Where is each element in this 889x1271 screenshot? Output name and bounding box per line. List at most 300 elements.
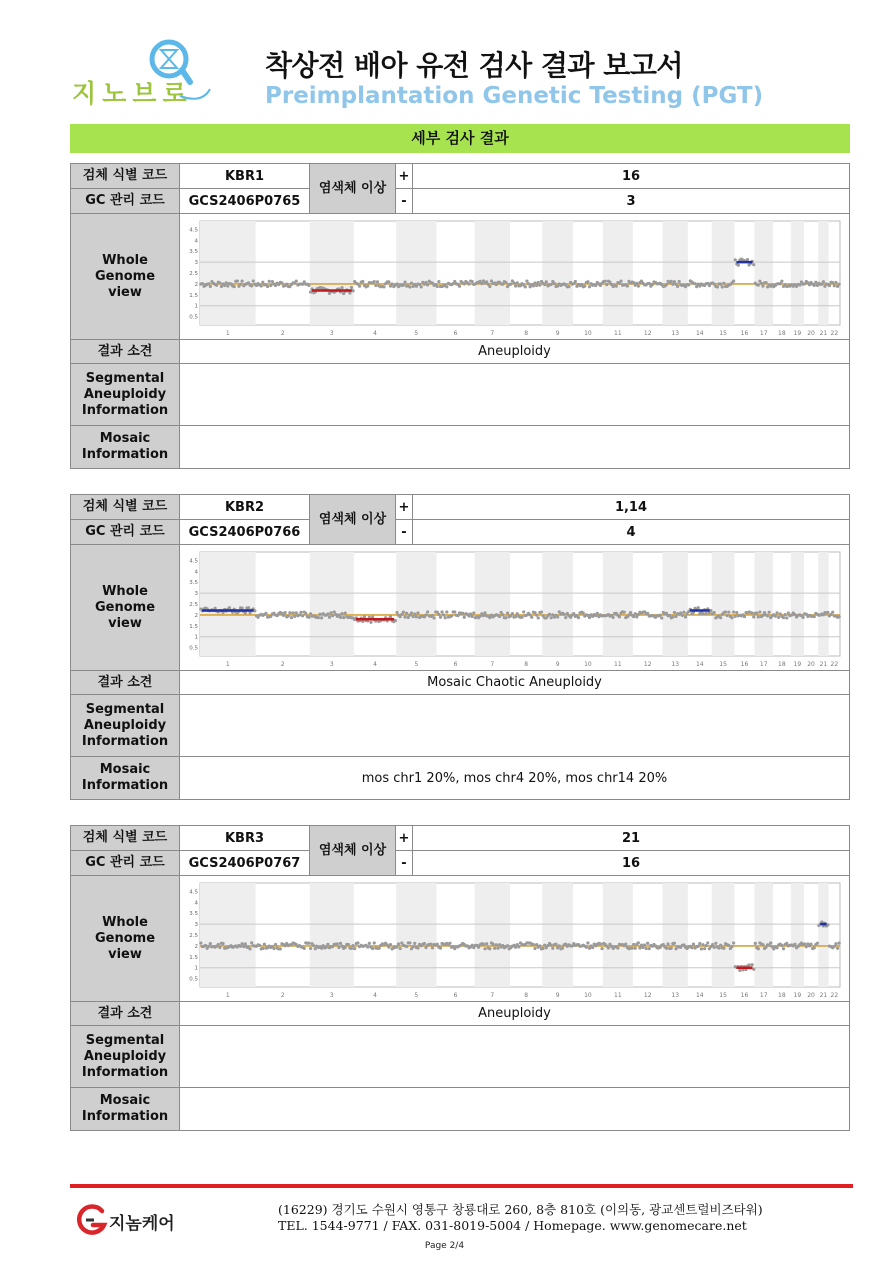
segmental-label: Segmental Aneuploidy Information [71, 364, 180, 426]
plus-sign: + [396, 826, 413, 851]
x-tick-label: 9 [555, 991, 560, 999]
copy-number-point [758, 610, 761, 613]
copy-number-point [775, 611, 778, 614]
x-tick-label: 12 [643, 329, 652, 337]
copy-number-point [350, 946, 353, 949]
copy-number-point [483, 611, 486, 614]
x-tick-label: 17 [759, 329, 768, 337]
gc-code-value: GCS2406P0767 [180, 851, 310, 876]
y-tick-label: 2.5 [189, 270, 198, 277]
copy-number-point [445, 285, 448, 288]
copy-number-point [822, 280, 825, 283]
copy-number-point [670, 946, 673, 949]
sample-id-value: KBR1 [180, 164, 310, 189]
copy-number-point [331, 614, 334, 617]
copy-number-point [735, 611, 738, 614]
copy-number-point [207, 944, 210, 947]
x-tick-label: 1 [225, 329, 230, 337]
copy-number-point [402, 283, 405, 286]
copy-number-point [412, 945, 415, 948]
copy-number-point [564, 615, 567, 618]
y-tick-label: 3.5 [189, 910, 198, 917]
copy-number-point [719, 282, 722, 285]
x-tick-label: 16 [740, 991, 749, 999]
copy-number-point [436, 942, 439, 945]
copy-number-point [586, 941, 589, 944]
chromosome-band [754, 221, 772, 325]
copy-number-point [713, 945, 716, 948]
gc-code-label: GC 관리 코드 [71, 851, 180, 876]
x-tick-label: 12 [643, 991, 652, 999]
chromosome-band [818, 552, 828, 656]
copy-number-point [734, 258, 737, 261]
copy-number-point [290, 615, 293, 618]
copy-number-point [395, 610, 398, 613]
copy-number-point [550, 943, 553, 946]
copy-number-point [676, 284, 679, 287]
copy-number-point [751, 963, 754, 966]
copy-number-point [266, 284, 269, 287]
copy-number-point [726, 613, 729, 616]
copy-number-point [757, 615, 760, 618]
copy-number-point [329, 611, 332, 614]
copy-number-point [561, 946, 564, 949]
copy-number-point [754, 941, 757, 944]
copy-number-point [347, 942, 350, 945]
footer-divider [70, 1184, 853, 1188]
x-tick-label: 9 [555, 660, 560, 668]
sample-id-label: 검체 식별 코드 [71, 164, 180, 189]
y-tick-label: 3 [194, 921, 198, 928]
copy-number-point [516, 612, 519, 615]
gc-code-label: GC 관리 코드 [71, 520, 180, 545]
copy-number-point [423, 941, 426, 944]
copy-number-point [836, 946, 839, 949]
copy-number-point [312, 944, 315, 947]
copy-number-point [831, 610, 834, 613]
logo-text: 지노브로 [72, 79, 193, 108]
copy-number-point [369, 620, 372, 623]
copy-number-point [339, 615, 342, 618]
copy-number-point [585, 945, 588, 948]
copy-number-point [673, 610, 676, 613]
copy-number-point [280, 281, 283, 284]
copy-number-point [645, 946, 648, 949]
chromosome-band [754, 883, 772, 987]
copy-number-point [567, 284, 570, 287]
copy-number-point [687, 283, 690, 286]
x-tick-label: 3 [329, 329, 334, 337]
genome-plot [180, 215, 848, 339]
chromosome-band [791, 883, 804, 987]
copy-number-point [279, 947, 282, 950]
copy-number-point [514, 945, 517, 948]
copy-number-point [307, 615, 310, 618]
copy-number-point [241, 279, 244, 282]
copy-number-point [632, 615, 635, 618]
copy-number-point [612, 615, 615, 618]
x-tick-label: 20 [807, 991, 815, 999]
copy-number-point [426, 283, 429, 286]
copy-number-point [798, 283, 801, 286]
copy-number-point [775, 946, 778, 949]
y-tick-label: 3.5 [189, 248, 198, 255]
copy-number-point [241, 606, 244, 609]
copy-number-point [263, 942, 266, 945]
copy-number-point [498, 614, 501, 617]
copy-number-point [701, 611, 704, 614]
copy-number-point [453, 610, 456, 613]
copy-number-point [244, 942, 247, 945]
copy-number-point [831, 281, 834, 284]
genobro-logo [72, 34, 222, 114]
copy-number-point [747, 963, 750, 966]
copy-number-point [660, 616, 663, 619]
copy-number-point [253, 609, 256, 612]
copy-number-point [351, 944, 354, 947]
copy-number-point [416, 611, 419, 614]
y-tick-label: 0.5 [189, 314, 198, 321]
x-tick-label: 7 [490, 660, 495, 668]
y-tick-label: 1 [194, 965, 198, 972]
copy-number-point [761, 613, 764, 616]
chromosome-band [475, 552, 510, 656]
copy-number-point [618, 615, 621, 618]
copy-number-point [530, 615, 533, 618]
copy-number-point [706, 941, 709, 944]
copy-number-point [651, 282, 654, 285]
x-tick-label: 18 [778, 329, 786, 337]
copy-number-point [738, 968, 741, 971]
copy-number-point [634, 946, 637, 949]
copy-number-point [221, 941, 224, 944]
copy-number-point [785, 616, 788, 619]
loss-chromosomes: 4 [413, 520, 850, 545]
copy-number-point [456, 614, 459, 617]
copy-number-point [574, 279, 577, 282]
copy-number-point [834, 942, 837, 945]
chromosome-band [396, 552, 436, 656]
copy-number-point [828, 283, 831, 286]
x-tick-label: 10 [584, 660, 592, 668]
mosaic-value [180, 426, 850, 469]
copy-number-point [274, 942, 277, 945]
y-tick-label: 2.5 [189, 932, 198, 939]
copy-number-point [250, 284, 253, 287]
x-tick-label: 16 [740, 660, 749, 668]
copy-number-point [782, 615, 785, 618]
copy-number-point [732, 610, 735, 613]
copy-number-point [351, 289, 354, 292]
copy-number-point [228, 606, 231, 609]
copy-number-point [480, 282, 483, 285]
result-value: Aneuploidy [180, 340, 850, 364]
minus-sign: - [396, 851, 413, 876]
copy-number-point [646, 611, 649, 614]
copy-number-point [834, 280, 837, 283]
copy-number-point [550, 616, 553, 619]
copy-number-point [437, 279, 440, 282]
copy-number-point [436, 284, 439, 287]
copy-number-point [440, 610, 443, 613]
copy-number-point [782, 947, 785, 950]
copy-number-point [730, 616, 733, 619]
whole-genome-label: Whole Genome view [71, 214, 180, 340]
copy-number-point [217, 942, 220, 945]
chromosome-band [475, 883, 510, 987]
copy-number-point [732, 941, 735, 944]
copy-number-point [665, 283, 668, 286]
copy-number-point [551, 946, 554, 949]
copy-number-point [376, 280, 379, 283]
chromosome-band [310, 883, 354, 987]
copy-number-point [328, 615, 331, 618]
copy-number-point [525, 279, 528, 282]
copy-number-point [268, 279, 271, 282]
genomecare-logo [76, 1203, 196, 1239]
copy-number-point [399, 946, 402, 949]
whole-genome-chart-cell [180, 545, 850, 671]
copy-number-point [766, 614, 769, 617]
copy-number-point [506, 611, 509, 614]
copy-number-point [250, 941, 253, 944]
copy-number-point [709, 609, 712, 612]
copy-number-point [717, 946, 720, 949]
copy-number-point [467, 282, 470, 285]
copy-number-point [634, 612, 637, 615]
copy-number-point [752, 967, 755, 970]
copy-number-point [402, 610, 405, 613]
whole-genome-label: Whole Genome view [71, 876, 180, 1002]
copy-number-point [485, 942, 488, 945]
copy-number-point [816, 941, 819, 944]
copy-number-point [703, 947, 706, 950]
x-tick-label: 5 [414, 329, 419, 337]
copy-number-point [318, 612, 321, 615]
segmental-value [180, 695, 850, 757]
chrom-abn-label: 염색체 이상 [310, 826, 396, 876]
chromosome-band [475, 221, 510, 325]
x-tick-label: 1 [225, 660, 230, 668]
copy-number-point [509, 282, 512, 285]
copy-number-point [665, 946, 668, 949]
copy-number-point [624, 942, 627, 945]
copy-number-point [377, 946, 380, 949]
copy-number-point [472, 611, 475, 614]
copy-number-point [743, 615, 746, 618]
copy-number-point [532, 943, 535, 946]
copy-number-point [693, 282, 696, 285]
copy-number-point [563, 612, 566, 615]
copy-number-point [826, 610, 829, 613]
copy-number-point [535, 613, 538, 616]
chromosome-band [200, 221, 256, 325]
sample-id-label: 검체 식별 코드 [71, 495, 180, 520]
segmental-label: Segmental Aneuploidy Information [71, 695, 180, 757]
y-tick-label: 1 [194, 634, 198, 641]
copy-number-point [517, 945, 520, 948]
copy-number-point [809, 942, 812, 945]
copy-number-point [301, 614, 304, 617]
copy-number-point [405, 944, 408, 947]
copy-number-point [307, 941, 310, 944]
copy-number-point [777, 615, 780, 618]
x-tick-label: 2 [280, 329, 285, 337]
x-tick-label: 6 [453, 660, 458, 668]
copy-number-point [368, 941, 371, 944]
chromosome-band [791, 552, 804, 656]
y-tick-label: 1.5 [189, 623, 198, 630]
x-tick-label: 12 [643, 660, 652, 668]
gc-code-value: GCS2406P0766 [180, 520, 310, 545]
chrom-abn-label: 염색체 이상 [310, 495, 396, 545]
copy-number-point [309, 946, 312, 949]
segmental-value [180, 364, 850, 426]
copy-number-point [638, 946, 641, 949]
gain-chromosomes: 21 [413, 826, 850, 851]
x-tick-label: 22 [830, 329, 839, 337]
copy-number-point [209, 284, 212, 287]
copy-number-point [755, 611, 758, 614]
copy-number-point [722, 281, 725, 284]
copy-number-point [734, 614, 737, 617]
x-tick-label: 15 [719, 329, 727, 337]
copy-number-point [413, 612, 416, 615]
copy-number-point [543, 282, 546, 285]
copy-number-point [287, 614, 290, 617]
x-tick-label: 6 [453, 329, 458, 337]
copy-number-point [336, 942, 339, 945]
x-tick-label: 3 [329, 660, 334, 668]
copy-number-point [643, 943, 646, 946]
x-tick-label: 7 [490, 329, 495, 337]
x-tick-label: 10 [584, 991, 592, 999]
y-tick-label: 1 [194, 303, 198, 310]
copy-number-point [730, 944, 733, 947]
copy-number-point [342, 616, 345, 619]
copy-number-point [813, 615, 816, 618]
copy-number-point [496, 946, 499, 949]
x-tick-label: 22 [830, 991, 839, 999]
x-tick-label: 19 [793, 660, 802, 668]
copy-number-point [631, 946, 634, 949]
copy-number-point [719, 616, 722, 619]
copy-number-point [450, 614, 453, 617]
y-tick-label: 4 [194, 568, 198, 575]
copy-number-point [264, 611, 267, 614]
copy-number-point [537, 280, 540, 283]
copy-number-point [719, 943, 722, 946]
copy-number-point [491, 942, 494, 945]
copy-number-point [648, 281, 651, 284]
copy-number-point [344, 611, 347, 614]
copy-number-point [439, 615, 442, 618]
y-tick-label: 4.5 [189, 888, 198, 895]
copy-number-point [538, 944, 541, 947]
copy-number-point [199, 941, 202, 944]
x-tick-label: 3 [329, 991, 334, 999]
copy-number-point [757, 283, 760, 286]
copy-number-point [209, 941, 212, 944]
y-tick-label: 2.5 [189, 601, 198, 608]
copy-number-point [225, 281, 228, 284]
copy-number-point [558, 944, 561, 947]
copy-number-point [493, 946, 496, 949]
segmental-value [180, 1026, 850, 1088]
x-tick-label: 15 [719, 991, 727, 999]
copy-number-point [802, 615, 805, 618]
mosaic-label: Mosaic Information [71, 757, 180, 800]
copy-number-point [247, 606, 250, 609]
copy-number-point [495, 943, 498, 946]
y-tick-label: 3.5 [189, 579, 198, 586]
section-title: 세부 검사 결과 [70, 124, 850, 153]
copy-number-point [361, 279, 364, 282]
copy-number-point [724, 610, 727, 613]
copy-number-point [697, 944, 700, 947]
copy-number-point [201, 281, 204, 284]
x-tick-label: 15 [719, 660, 727, 668]
copy-number-point [746, 257, 749, 260]
copy-number-point [340, 612, 343, 615]
copy-number-point [623, 610, 626, 613]
copy-number-point [671, 615, 674, 618]
copy-number-point [540, 610, 543, 613]
copy-number-point [813, 283, 816, 286]
copy-number-point [482, 942, 485, 945]
copy-number-point [646, 941, 649, 944]
copy-number-point [426, 610, 429, 613]
y-tick-label: 3 [194, 590, 198, 597]
copy-number-point [249, 947, 252, 950]
copy-number-point [838, 615, 841, 618]
chromosome-band [818, 883, 828, 987]
copy-number-point [506, 944, 509, 947]
copy-number-point [556, 615, 559, 618]
copy-number-point [307, 283, 310, 286]
gain-chromosomes: 1,14 [413, 495, 850, 520]
copy-number-point [784, 613, 787, 616]
copy-number-point [541, 946, 544, 949]
copy-number-point [600, 947, 603, 950]
copy-number-point [697, 606, 700, 609]
y-tick-label: 1.5 [189, 292, 198, 299]
copy-number-point [461, 611, 464, 614]
copy-number-point [548, 612, 551, 615]
page-number: Page 2/4 [424, 1241, 465, 1251]
copy-number-point [698, 941, 701, 944]
chromosome-band [542, 221, 573, 325]
x-tick-label: 8 [524, 991, 529, 999]
mosaic-value [180, 1088, 850, 1131]
x-tick-label: 13 [671, 660, 680, 668]
copy-number-point [714, 941, 717, 944]
y-tick-label: 4.5 [189, 557, 198, 564]
copy-number-point [681, 613, 684, 616]
copy-number-point [350, 285, 353, 288]
copy-number-point [358, 284, 361, 287]
copy-number-point [604, 279, 607, 282]
copy-number-point [722, 946, 725, 949]
whole-genome-label: Whole Genome view [71, 545, 180, 671]
copy-number-point [303, 946, 306, 949]
plot-frame [200, 552, 840, 656]
chrom-abn-label: 염색체 이상 [310, 164, 396, 214]
copy-number-point [553, 281, 556, 284]
x-tick-label: 5 [414, 660, 419, 668]
copy-number-point [594, 283, 597, 286]
copy-number-point [727, 943, 730, 946]
